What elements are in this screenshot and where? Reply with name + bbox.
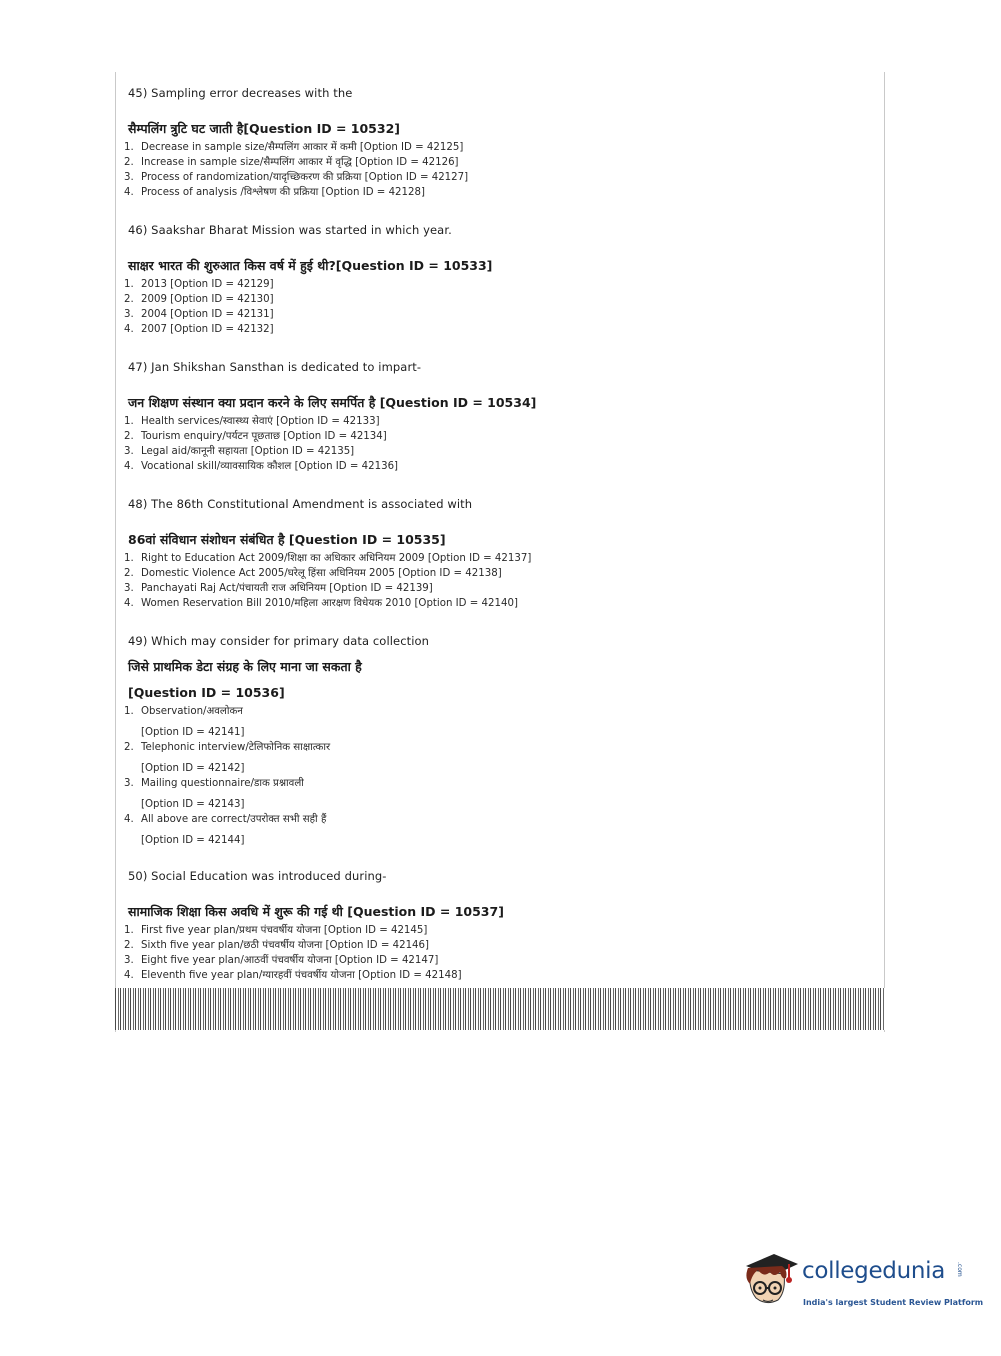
barcode-strip — [115, 988, 885, 1030]
option-item[interactable]: 2. Telephonic interview/टेलिफोनिक साक्षात्कार — [124, 742, 331, 753]
option-list — [124, 140, 874, 200]
option-item[interactable]: 1. 2013 [Option ID = 42129] — [124, 279, 274, 290]
option-item[interactable]: 3. Legal aid/कानूनी सहायता [Option ID = 42135] — [124, 446, 355, 457]
option-item[interactable]: 3. Panchayati Raj Act/पंचायती राज अधिनियम [Option ID = 42139] — [124, 583, 433, 594]
option-item[interactable]: 3. Process of randomization/यादृच्छिकरण की प्रक्रिया [Option ID = 42127] — [124, 172, 469, 183]
option-item[interactable]: 4. Vocational skill/व्यावसायिक कौशल [Option ID = 42136] — [124, 461, 399, 472]
option-item[interactable]: 1. First five year plan/प्रथम पंचवर्षीय योजना [Option ID = 42145] — [124, 925, 428, 936]
option-item[interactable]: 4. 2007 [Option ID = 42132] — [124, 324, 274, 335]
question-hindi: 86वां संविधान संशोधन संबंधित है [Question ID = 10535] — [128, 532, 446, 547]
option-item[interactable]: 4. Eleventh five year plan/ग्यारहवीं पंचवर्षीय योजना [Option ID = 42148] — [124, 970, 462, 981]
option-item[interactable]: 4. Women Reservation Bill 2010/महिला आरक्षण विधेयक 2010 [Option ID = 42140] — [124, 598, 518, 609]
question-45 — [124, 86, 874, 200]
question-title: 45) Sampling error decreases with the — [128, 86, 353, 100]
logo-domain: .com — [956, 1262, 963, 1277]
question-hindi: जन शिक्षण संस्थान क्या प्रदान करने के लिए समर्पित है [Question ID = 10534] — [128, 395, 537, 410]
option-item[interactable]: 1. Decrease in sample size/सैम्पलिंग आकार में कमी [Option ID = 42125] — [124, 142, 464, 153]
option-item[interactable]: 3. Mailing questionnaire/डाक प्रश्नावली — [124, 778, 304, 789]
logo-wordmark: collegedunia — [802, 1258, 946, 1284]
option-id: [Option ID = 42142] — [141, 763, 245, 774]
option-item[interactable]: 3. 2004 [Option ID = 42131] — [124, 309, 274, 320]
question-hindi: सैम्पलिंग त्रुटि घट जाती है[Question ID = 10532] — [128, 121, 400, 136]
question-46 — [124, 223, 874, 337]
question-48 — [124, 497, 874, 611]
option-list — [124, 923, 874, 983]
question-hindi: सामाजिक शिक्षा किस अवधि में शुरू की गई थी [Question ID = 10537] — [128, 904, 504, 919]
option-list — [124, 277, 874, 337]
option-item[interactable]: 2. Sixth five year plan/छठी पंचवर्षीय योजना [Option ID = 42146] — [124, 940, 429, 951]
option-item[interactable]: 2. Domestic Violence Act 2005/घरेलू हिंसा अधिनियम 2005 [Option ID = 42138] — [124, 568, 502, 579]
option-item[interactable]: 2. Increase in sample size/सैम्पलिंग आकार में वृद्धि [Option ID = 42126] — [124, 157, 459, 168]
option-id: [Option ID = 42144] — [141, 835, 245, 846]
question-title: 50) Social Education was introduced during- — [128, 869, 387, 883]
question-50 — [124, 869, 874, 983]
question-title: 48) The 86th Constitutional Amendment is associated with — [128, 497, 473, 511]
student-mascot-icon — [740, 1248, 800, 1312]
option-list — [124, 551, 874, 611]
option-id: [Option ID = 42143] — [141, 799, 245, 810]
option-item[interactable]: 2. Tourism enquiry/पर्यटन पूछताछ [Option ID = 42134] — [124, 431, 387, 442]
question-title: 47) Jan Shikshan Sansthan is dedicated to impart- — [128, 360, 422, 374]
question-title: 49) Which may consider for primary data collection — [128, 634, 430, 648]
option-item[interactable]: 1. Health services/स्वास्थ्य सेवाएं [Option ID = 42133] — [124, 416, 380, 427]
collegedunia-logo[interactable] — [740, 1248, 984, 1318]
question-list — [124, 86, 874, 1006]
question-47 — [124, 360, 874, 474]
question-hindi: साक्षर भारत की शुरुआत किस वर्ष में हुई थी?[Question ID = 10533] — [128, 258, 493, 273]
option-item[interactable]: 1. Observation/अवलोकन — [124, 706, 243, 717]
question-id: [Question ID = 10536] — [128, 685, 285, 700]
option-item[interactable]: 1. Right to Education Act 2009/शिक्षा का अधिकार अधिनियम 2009 [Option ID = 42137] — [124, 553, 532, 564]
question-hindi: जिसे प्राथमिक डेटा संग्रह के लिए माना जा सकता है — [128, 659, 362, 674]
option-id: [Option ID = 42141] — [141, 727, 245, 738]
option-list — [124, 414, 874, 474]
option-item[interactable]: 4. Process of analysis /विश्लेषण की प्रक्रिया [Option ID = 42128] — [124, 187, 425, 198]
option-item[interactable]: 3. Eight five year plan/आठवीं पंचवर्षीय योजना [Option ID = 42147] — [124, 955, 439, 966]
question-title: 46) Saakshar Bharat Mission was started in which year. — [128, 223, 452, 237]
option-list — [124, 704, 874, 846]
logo-tagline: India's largest Student Review Platform — [803, 1298, 984, 1307]
question-49 — [124, 634, 874, 846]
option-item[interactable]: 2. 2009 [Option ID = 42130] — [124, 294, 274, 305]
option-item[interactable]: 4. All above are correct/उपरोक्त सभी सही हैं — [124, 814, 327, 825]
